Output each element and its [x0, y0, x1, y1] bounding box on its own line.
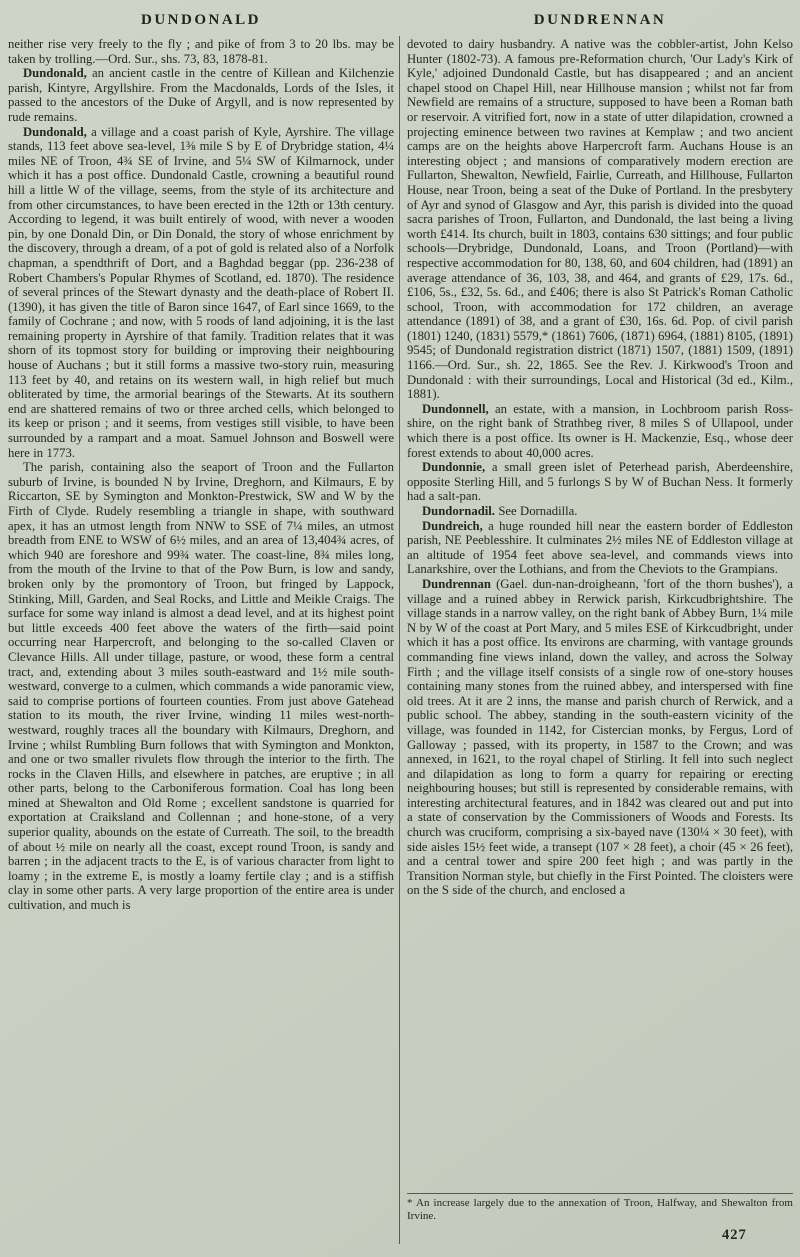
entry-text: See Dornadilla.	[494, 504, 578, 518]
entry-text: a village and a coast parish of Kyle, Ayrshire. The village stands, 113 feet above sea-level, 1⅜ mile S by E of Drybridge station, 4¼ miles NE of Troon, 4¾ SE of Irvine, and 5¼ SW of Kilmarnock, under which it has a post office. Dundonald Castle, crowning a beautiful round hill a little W of the village, seems, from the style of its architecture and from other circumstances, to have been erected in the 12th or 13th century. According to legend, it was built entirely of wood, with never a wooden pin, by one Donald Din, or Din Donald, the story of whose enrichment by the discovery, through a dream, of a pot of gold is related also of a Norfolk chapman, a spendthrift of Dort, and a Baghdad beggar (pp. 236-238 of Robert Chambers's Popular Rhymes of Scotland, ed. 1870). The residence of several princes of the Stewart dynasty and the death-place of Robert II. (1390), it has given the title of Baron since 1647, of Earl since 1669, to the family of Cochrane ; and now, with 5 roods of land adjoining, it is the last remaining property in Ayrshire of that family. Tradition relates that it was shorn of its topmost story for building or improving their neighbouring house of Auchans ; but it still forms a massive two-story ruin, measuring 113 feet by 40, and retains on its western wall, in high relief but much obliterated by time, the armorial bearings of the Stewarts. At its southern end are shattered remains of two or three arched cells, which belonged to its keep or prison ; and it seems, from vestiges still visible, to have been surrounded by a rampart and a moat. Samuel Johnson and Boswell were here in 1773.	[8, 124, 394, 460]
entry-text: devoted to dairy husbandry. A native was the cobbler-artist, John Kelso Hunter (1802-73). A famous pre-Reformation church, 'Our Lady's Kirk of Kyle,' adjoined Dundonald Castle, but has disappeared ; and an ancient chapel stood on Chapel Hill, near Hillhouse mansion ; whilst not far from Newfield are remains of a structure, supposed to have been a Roman bath or reservoir. A vitrified fort, now in a state of utter dilapidation, crowned a projecting eminence between two ravines at Kemplaw ; and two ancient camps are on the heights above Harpercroft farm. Auchans House is an interesting object ; and mansions of comparatively modern erection are Fullarton, Shewalton, Newfield, Fairlie, Curreath, and Hillhouse, Fullarton House, near Troon, being a seat of the Duke of Portland. In the presbytery of Ayr and synod of Glasgow and Ayr, this parish is divided into the quoad sacra parishes of Troon, Fullarton, and Dundonald, the last being a living worth £414. Its church, built in 1803, contains 630 sittings; and four public schools—Drybridge, Dundonald, Loans, and Troon (Portland)—with respective accommodation for 80, 138, 60, and 604 children, had (1891) an average attendance of 36, 103, 38, and 464, and grants of £29, 17s. 6d., £106, 5s., £32, 5s. 6d., and £406; there is also St Patrick's Roman Catholic school, Troon, with accommodation for 172 children, an average attendance (1891) of 38, and a grant of £30, 16s. 6d. Pop. of civil parish (1801) 1240, (1831) 5579,* (1861) 7606, (1871) 6964, (1881) 8105, (1891) 9545; of Dundonald registration district (1871) 1507, (1881) 1509, (1891) 1166.—Ord. Sur., sh. 22, 1865. See the Rev. J. Kirkwood's Troon and Dundonald : with their surroundings, Local and Historical (3d ed., Kilm., 1881).	[407, 37, 793, 402]
entry-dundonald-parish-description	[8, 460, 394, 912]
right-column-header: DUNDRENNAN	[533, 12, 667, 28]
entry-name: Dundrennan	[422, 576, 491, 591]
right-column	[407, 12, 793, 1190]
left-column	[8, 12, 394, 1252]
entry-text: an estate, with a mansion, in Lochbroom parish Ross-shire, on the right bank of Strathbeg river, 8 miles S of Ullapool, under which there is a post office. Its owner is H. Mackenzie, Esq., whose deer forest extends to about 40,000 acres.	[407, 401, 793, 460]
entry-dundonald-kyle	[8, 125, 394, 461]
entry-dundrennan	[407, 577, 793, 898]
entry-name: Dundonald,	[23, 124, 87, 139]
footnote-text: * An increase largely due to the annexation of Troon, Halfway, and Shewalton from Irvine.	[407, 1197, 793, 1222]
entry-dundonnell	[407, 402, 793, 460]
column-divider-rule	[399, 36, 400, 1244]
entry-text: an ancient castle in the centre of Killean and Kilchenzie parish, Kintyre, Argyllshire. From the Macdonalds, Lords of the Isles, it passed to the ancestors of the Duke of Argyll, and is now represented by rude remains.	[8, 66, 394, 124]
entry-name: Dundornadil.	[422, 504, 495, 518]
entry-text: a small green islet of Peterhead parish, Aberdeenshire, opposite Sterling Hill, and 5 furlongs S by W of Buchan Ness. It formerly had a salt-pan.	[407, 460, 793, 504]
entry-name: Dundonnie,	[422, 460, 486, 475]
entry-text: a huge rounded hill near the eastern border of Eddleston parish, NE Peeblesshire. It culminates 2½ miles NE of Eddleston village at an altitude of 1954 feet above sea-level, and commands views into Lanarkshire, over the Lothians, and from the Cheviots to the Grampians.	[407, 518, 793, 577]
continuation-paragraph	[8, 37, 394, 66]
entry-dundonald-killean	[8, 66, 394, 124]
entry-dundreich	[407, 519, 793, 577]
entry-name: Dundonald,	[23, 66, 87, 81]
entry-name: Dundreich,	[422, 518, 483, 533]
page-number: 427	[722, 1227, 747, 1243]
entry-text: The parish, containing also the seaport of Troon and the Fullarton suburb of Irvine, is bounded N by Irvine, Dreghorn, and Kilmaurs, E by Riccarton, SE by Symington and Monkton-Prestwick, SW and W by the Firth of Clyde. Rudely resembling a triangle in shape, with southward apex, it has an utmost length from NNW to SSE of 7¼ miles, an utmost breadth from ENE to WSW of 6½ miles, and an area of 13,404¾ acres, of which 940 are foreshore and 99¾ water. The coast-line, 8¾ miles long, from the mouth of the Irvine to that of the Pow Burn, is low and sandy, broken only by the promontory of Troon, but fringed by Lappock, Stinking, Mill, Garden, and Seal Rocks, and Little and Meikle Craigs. The surface for some way inland is almost a dead level, and at its highest point but little exceeds 400 feet above the waters of the firth—said point occurring near Harpercroft, and belonging to the so-called Claven or Clevance Hills. All under tillage, pasture, or wood, these form a central tract, and, extending about 3 miles south-eastward and 1½ mile south-westward, converge to a culmen, which commands a wide panoramic view, said to comprise portions of fourteen counties. From just above Gatehead station to its mouth, the river Irvine, winding 11 miles west-north-westward, roughly traces all the boundary with Kilmaurs, Dreghorn, and Irvine ; whilst Rumbling Burn follows that with Symington and Monkton, and one or two smaller rivulets flow through the interior to the firth. The rocks in the Claven Hills, and elsewhere in patches, are eruptive ; in all other parts, belong to the Carboniferous formation. Coal has long been mined at Shewalton and Old Rome ; excellent sandstone is quarried for exportation at Craiksland and Collennan ; and hone-stone, of a very superior quality, abounds on the estate of Curreath. The soil, to the breadth of about ½ mile on nearly all the coast, except round Troon, is sandy and barren ; in the adjacent tracts to the E, is of various character from light to loamy ; in the extreme E, is mostly a loamy fertile clay ; and is a stiffish clay in some other parts. A very large proportion of the entire area is under cultivation, and much is	[8, 460, 394, 913]
entry-dundonnie	[407, 460, 793, 504]
entry-dundornadil	[407, 504, 793, 519]
entry-text: (Gael. dun-nan-droigheann, 'fort of the thorn bushes'), a village and a ruined abbey in Rerwick parish, Kirkcudbrightshire. The village stands in a narrow valley, on the right bank of Abbey Burn, 1¼ mile N by W of the coast at Port Mary, and 5 miles ESE of Kirkcudbright, under which it has a post office. Its environs are charming, with vantage grounds commanding fine views inland, down the valley, and across the Solway Firth ; and the village itself consists of a single row of one-story houses containing many stones from the ruined abbey, and interspersed with fine old trees. At it are 2 inns, the manse and parish church of Rerwick, and a public school. The abbey, standing in the south-eastern vicinity of the village, was founded in 1142, for Cistercian monks, by Fergus, Lord of Galloway ; passed, with its property, in 1587 to the Crown; and was annexed, in 1621, to the royal chapel of Stirling. It fell into such neglect and dilapidation as long to form a quarry for repairing or erecting neighbouring houses; but still is represented by considerable remains, with interesting architectural features, and in 1842 was cleared out and put into a state of conservation by the Commissioners of Woods and Forests. Its church was cruciform, comprising a six-bayed nave (130¼ × 30 feet), with side aisles 15½ feet wide, a transept (107 × 28 feet), a choir (45 × 26 feet), and a central tower and spire 200 feet high ; and was partly in the Transition Norman style, but chiefly in the First Pointed. The cloisters were on the S side of the church, and enclosed a	[407, 576, 793, 898]
entry-text: neither rise very freely to the fly ; and pike of from 3 to 20 lbs. may be taken by trolling.—Ord. Sur., shs. 73, 83, 1878-81.	[8, 37, 394, 66]
footnote	[407, 1193, 793, 1223]
left-column-header: DUNDONALD	[141, 12, 261, 28]
continuation-paragraph	[407, 37, 793, 402]
entry-name: Dundonnell,	[422, 401, 489, 416]
